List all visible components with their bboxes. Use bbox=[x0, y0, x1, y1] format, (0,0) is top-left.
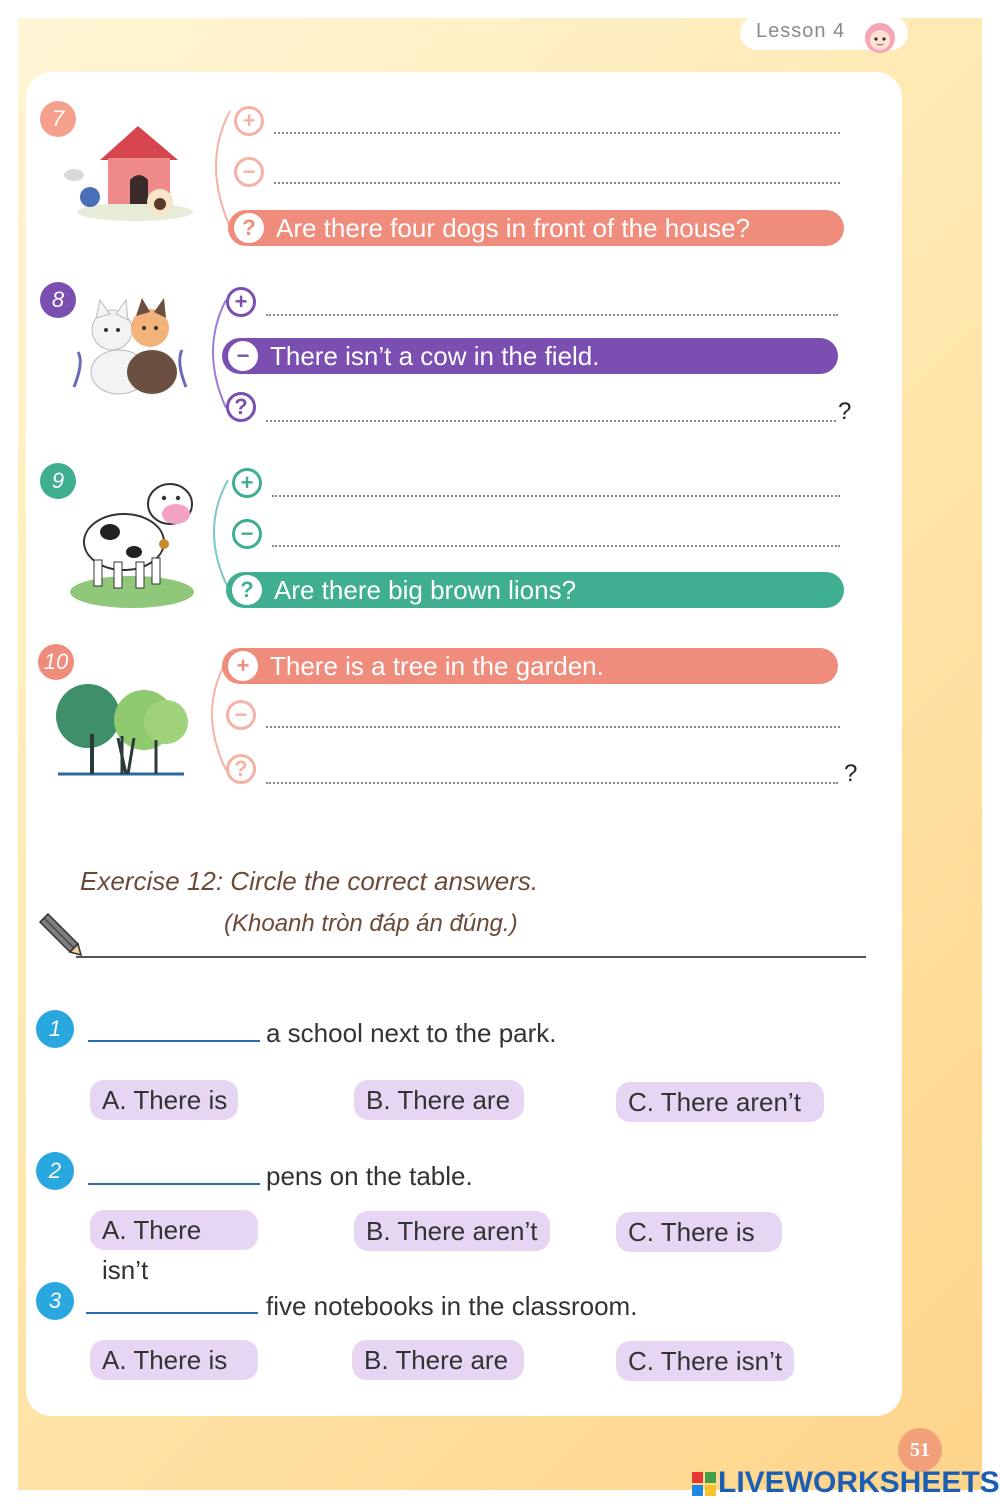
question-text: five notebooks in the classroom. bbox=[266, 1291, 638, 1321]
sentence-text: Are there big brown lions? bbox=[274, 575, 577, 605]
answer-line[interactable] bbox=[266, 420, 836, 422]
sentence-text: Are there four dogs in front of the house? bbox=[276, 213, 751, 243]
question-icon: ? bbox=[226, 392, 256, 422]
item-number-badge: 8 bbox=[40, 282, 76, 318]
answer-blank[interactable] bbox=[88, 1183, 260, 1185]
lesson-label: Lesson 4 bbox=[756, 20, 846, 42]
question-icon: ? bbox=[232, 575, 262, 605]
plus-icon: + bbox=[228, 651, 258, 681]
sentence-pill bbox=[222, 648, 838, 684]
pencil-icon bbox=[34, 908, 82, 956]
cow-icon bbox=[64, 474, 199, 614]
minus-icon: − bbox=[232, 519, 262, 549]
option-c[interactable]: C. There aren’t bbox=[616, 1082, 824, 1122]
item-number-badge: 7 bbox=[40, 101, 76, 137]
answer-line[interactable] bbox=[274, 132, 840, 134]
answer-line[interactable] bbox=[272, 545, 840, 547]
answer-line[interactable] bbox=[272, 495, 840, 497]
question-number-badge: 2 bbox=[36, 1152, 74, 1190]
question-text: pens on the table. bbox=[266, 1161, 473, 1191]
exercise-subtitle: (Khoanh tròn đáp án đúng.) bbox=[224, 910, 518, 937]
dog-house-icon bbox=[60, 120, 195, 225]
answer-line[interactable] bbox=[266, 314, 838, 316]
option-a[interactable]: A. There is bbox=[90, 1340, 258, 1380]
sentence-pill bbox=[228, 210, 844, 246]
sentence-pill bbox=[226, 572, 844, 608]
option-c[interactable]: C. There is bbox=[616, 1212, 782, 1252]
option-a[interactable]: A. There is bbox=[90, 1080, 238, 1120]
answer-line[interactable] bbox=[266, 726, 840, 728]
page-number: 51 bbox=[898, 1428, 942, 1472]
plus-icon: + bbox=[234, 106, 264, 136]
watermark-text: LIVEWORKSHEETS bbox=[718, 1466, 1000, 1499]
exercise-title: Exercise 12: Circle the correct answers. bbox=[80, 866, 539, 896]
answer-blank[interactable] bbox=[88, 1040, 260, 1042]
minus-icon: − bbox=[226, 700, 256, 730]
question-icon: ? bbox=[234, 213, 264, 243]
option-a[interactable]: A. There isn’t bbox=[90, 1210, 258, 1250]
minus-icon: − bbox=[234, 157, 264, 187]
option-b[interactable]: B. There are bbox=[354, 1080, 524, 1120]
minus-icon: − bbox=[228, 341, 258, 371]
question-icon: ? bbox=[226, 754, 256, 784]
question-number-badge: 3 bbox=[36, 1282, 74, 1320]
option-c[interactable]: C. There isn’t bbox=[616, 1341, 794, 1381]
option-b[interactable]: B. There aren’t bbox=[354, 1211, 550, 1251]
cats-icon bbox=[64, 292, 199, 402]
item-number-badge: 9 bbox=[40, 463, 76, 499]
trees-icon bbox=[48, 676, 194, 780]
answer-blank[interactable] bbox=[86, 1312, 258, 1314]
sentence-text: There is a tree in the garden. bbox=[270, 651, 604, 681]
sentence-pill bbox=[222, 338, 838, 374]
answer-line[interactable] bbox=[274, 182, 840, 184]
question-number-badge: 1 bbox=[36, 1010, 74, 1048]
answer-line[interactable] bbox=[266, 782, 838, 784]
plus-icon: + bbox=[232, 468, 262, 498]
exercise-divider bbox=[76, 956, 866, 958]
liveworksheets-logo-icon bbox=[692, 1472, 716, 1496]
item-number-badge: 10 bbox=[38, 644, 74, 680]
question-mark: ? bbox=[844, 760, 858, 787]
question-text: a school next to the park. bbox=[266, 1018, 557, 1048]
option-b[interactable]: B. There are bbox=[352, 1340, 524, 1380]
girl-avatar-icon bbox=[858, 18, 902, 58]
sentence-text: There isn’t a cow in the field. bbox=[270, 341, 600, 371]
question-mark: ? bbox=[838, 398, 852, 425]
plus-icon: + bbox=[226, 287, 256, 317]
